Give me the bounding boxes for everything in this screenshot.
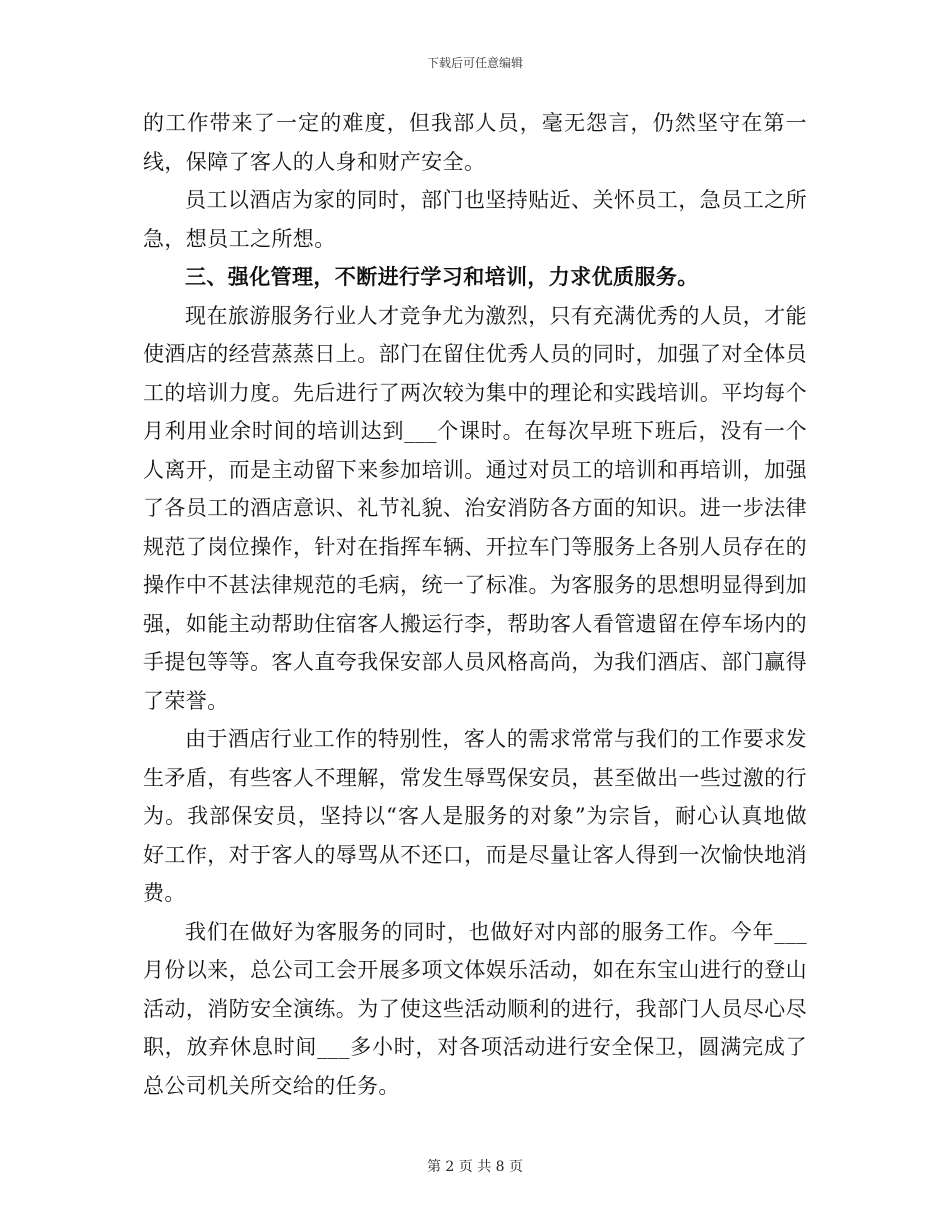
page-footer: 第 2 页 共 8 页: [426, 1159, 524, 1175]
paragraph-continuation: 的工作带来了一定的难度，但我部人员，毫无怨言，仍然坚守在第一线，保障了客人的人身和财产安全。: [143, 111, 807, 174]
section-heading-three: 三、强化管理，不断进行学习和培训，力求优质服务。: [185, 264, 699, 289]
paragraph-customer-conflict: 由于酒店行业工作的特别性，客人的需求常常与我们的工作要求发生矛盾，有些客人不理解，常发生辱骂保安员，甚至做出一些过激的行为。我部保安员，坚持以“客人是服务的对象”为宗旨，耐心认真地做好工作，对于客人的辱骂从不还口，而是尽量让客人得到一次愉快地消费。: [143, 727, 807, 905]
paragraph-staff-care: 员工以酒店为家的同时，部门也坚持贴近、关怀员工，急员工之所急，想员工之所想。: [143, 188, 807, 251]
paragraph-training: 现在旅游服务行业人才竞争尤为激烈，只有充满优秀的人员，才能使酒店的经营蒸蒸日上。部门在留住优秀人员的同时，加强了对全体员工的培训力度。先后进行了两次较为集中的理论和实践培训。平均每个月利用业余时间的培训达到___个课时。在每次早班下班后，没有一个人离开，而是主动留下来参加培训。通过对员工的培训和再培训，加强了各员工的酒店意识、礼节礼貌、治安消防各方面的知识。进一步法律规范了岗位操作，针对在指挥车辆、开拉车门等服务上各别人员存在的操作中不甚法律规范的毛病，统一了标准。为客服务的思想明显得到加强，如能主动帮助住宿客人搬运行李，帮助客人看管遗留在停车场内的手提包等等。客人直夸我保安部人员风格高尚，为我们酒店、部门赢得了荣誉。: [143, 303, 807, 713]
page-header: 下载后可任意编辑: [426, 56, 523, 70]
document-body: [143, 104, 807, 1105]
paragraph-internal-service: 我们在做好为客服务的同时，也做好对内部的服务工作。今年___月份以来，总公司工会开展多项文体娱乐活动，如在东宝山进行的登山活动，消防安全演练。为了使这些活动顺利的进行，我部门人员尽心尽职，放弃休息时间___多小时，对各项活动进行安全保卫，圆满完成了总公司机关所交给的任务。: [143, 919, 807, 1098]
